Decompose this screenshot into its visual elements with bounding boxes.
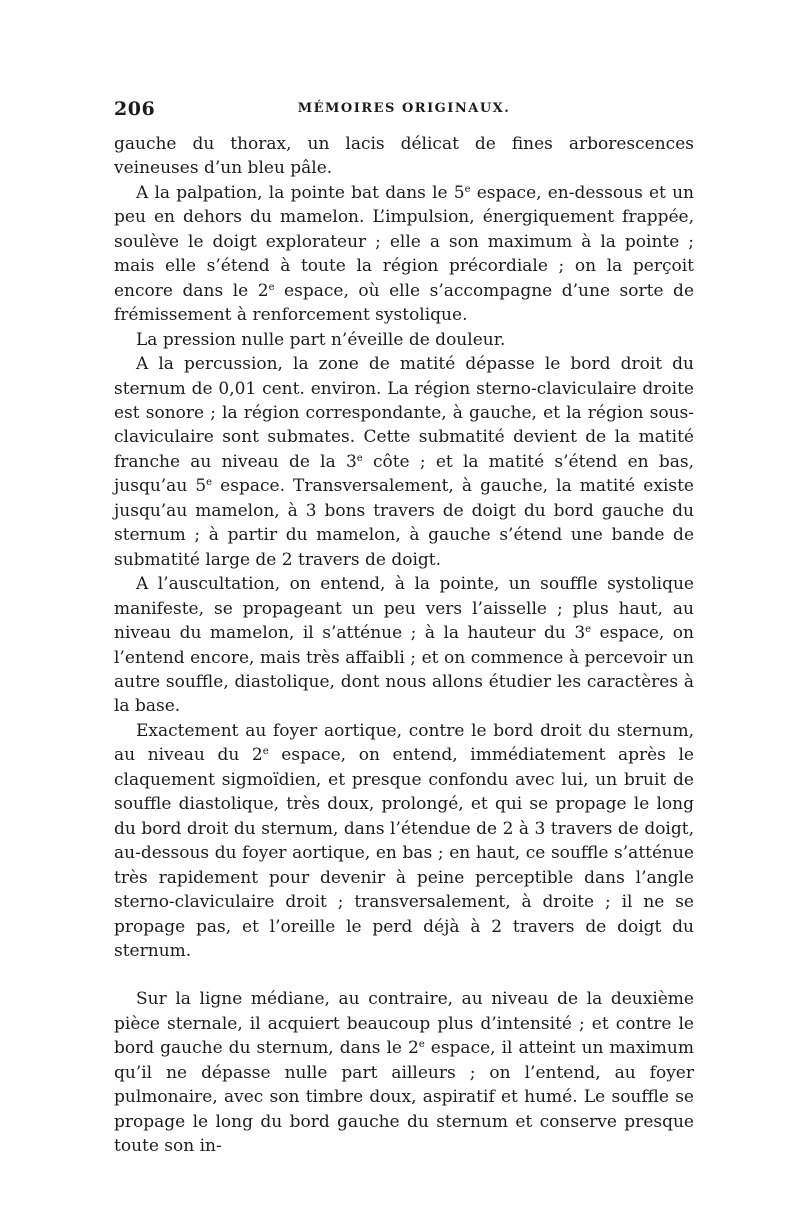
body-text [114, 132, 694, 1159]
paragraph-palpation: A la palpation, la pointe bat dans le 5e espace, en-dessous et un peu en dehors du mamelon. L’impulsion, énergiquement frappée, soulève le doigt explorateur ; elle a son maximum à la pointe ; mais elle s’étend à toute la région précordiale ; on la perçoit encore dans le 2e espace, où elle s’accompagne d’une sorte de frémissement à renforcement systolique. [114, 182, 695, 326]
paragraph-pression: La pression nulle part n’éveille de douleur. [136, 329, 506, 350]
paragraph-auscultation: A l’auscultation, on entend, à la pointe, un souffle systolique manifeste, se propageant un peu vers l’aisselle ; plus haut, au niveau du mamelon, il s’atténue ; à la hauteur du 3e espace, on l’entend encore, mais très affaibli ; et on commence à percevoir un autre souffle, diastolique, dont nous allons étudier les caractères à la base. [114, 574, 694, 717]
paragraph-continuation: gauche du thorax, un lacis délicat de fines arborescences veineuses d’un bleu pâle. [114, 134, 694, 179]
running-title: MÉMOIRES ORIGINAUX. [297, 101, 511, 116]
paragraph-percussion: A la percussion, la zone de matité dépasse le bord droit du sternum de 0,01 cent. environ. La région sterno-claviculaire droite est sonore ; la région correspondante, à gauche, et la région sous-claviculaire sont submates. Cette submatité devient de la matité franche au niveau de la 3e côte ; et la matité s’étend en bas, jusqu’au 5e espace. Transversalement, à gauche, la matité existe jusqu’au mamelon, à 3 bons travers de doigt du bord gauche du sternum ; à partir du mamelon, à gauche s’étend une bande de submatité large de 2 travers de doigt. [114, 354, 694, 570]
paragraph-ligne-mediane: Sur la ligne médiane, au contraire, au niveau de la deuxième pièce sternale, il acquiert beaucoup plus d’intensité ; et contre le bord gauche du sternum, dans le 2e espace, il atteint un maximum qu’il ne dépasse nulle part ailleurs ; on l’entend, au foyer pulmonaire, avec son timbre doux, aspiratif et humé. Le souffle se propage le long du bord gauche du sternum et conserve presque toute son in- [114, 989, 694, 1157]
page-header [114, 98, 694, 126]
paragraph-foyer-aortique: Exactement au foyer aortique, contre le bord droit du sternum, au niveau du 2e espace, on entend, immédiatement après le claquement sigmoïdien, et presque confondu avec lui, un bruit de souffle diastolique, très doux, prolongé, et qui se propage le long du bord droit du sternum, dans l’étendue de 2 à 3 travers de doigt, au-dessous du foyer aortique, en bas ; en haut, ce souffle s’atténue très rapidement pour devenir à peine perceptible dans l’angle sterno-claviculaire droit ; transversalement, à droite ; il ne se propage pas, et l’oreille le perd déjà à 2 travers de doigt du sternum. [114, 720, 694, 961]
page-number: 206 [114, 98, 156, 120]
